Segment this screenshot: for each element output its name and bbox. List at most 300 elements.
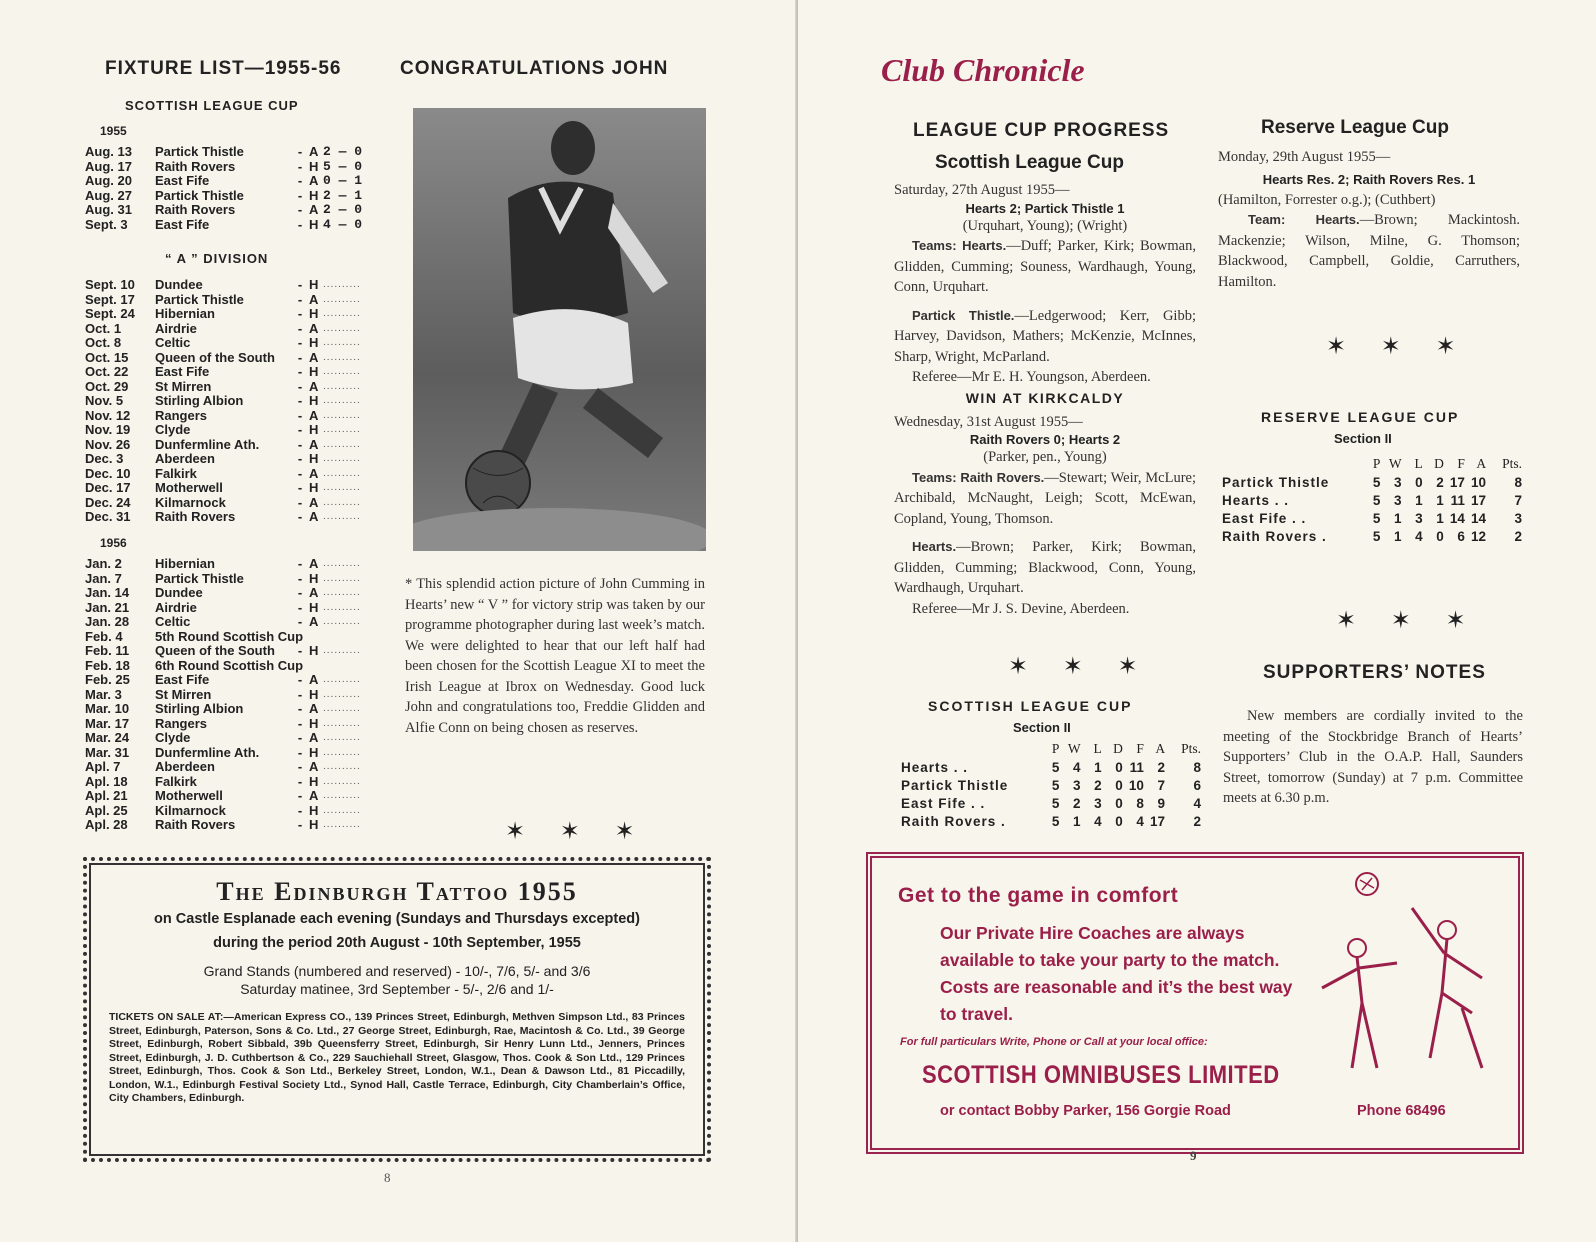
- stat-cell: 17: [1150, 813, 1166, 829]
- fixture-dash: -: [297, 422, 303, 437]
- stat-cell: 1: [1436, 510, 1444, 526]
- stat-cell: 5: [1051, 777, 1060, 793]
- stars-divider: ✶ ✶ ✶: [505, 818, 649, 845]
- stat-cell: 4: [1073, 759, 1081, 775]
- fixture-opponent: Aberdeen: [155, 451, 215, 466]
- fixture-venue: A: [309, 173, 319, 188]
- congrats-title: CONGRATULATIONS JOHN: [400, 58, 669, 79]
- fixture-row: [85, 218, 379, 233]
- fixture-date: Apl. 21: [85, 788, 128, 803]
- fixture-result-blank: ..........: [323, 496, 361, 508]
- section2-league-table: [901, 740, 1201, 830]
- table-row: [901, 758, 1201, 776]
- match2-hearts-team: Hearts.—Brown; Parker, Kirk; Bowman, Glidden, Cumming; Blackwood, Conn, Young, Wardhaugh, Urquhart.: [894, 539, 1196, 596]
- match1-date: Saturday, 27th August 1955—: [894, 182, 1070, 198]
- table-row: [1222, 509, 1522, 527]
- fixture-venue: H: [309, 715, 319, 731]
- stat-cell: 5: [1372, 492, 1381, 508]
- fixture-opponent: Motherwell: [155, 788, 223, 803]
- fixture-venue: H: [309, 570, 319, 586]
- fixture-date: Nov. 19: [85, 422, 131, 437]
- fixture-result: 2 — 0: [323, 144, 363, 159]
- page-number-8: 8: [384, 1170, 391, 1185]
- fixture-dash: -: [297, 306, 303, 321]
- fixture-row: [85, 557, 391, 572]
- fixture-dash: -: [297, 465, 303, 481]
- fixture-row: [85, 452, 375, 467]
- fixture-venue: A: [309, 759, 319, 774]
- fixture-row: [85, 438, 375, 453]
- fixture-result: 2 — 1: [323, 187, 363, 203]
- stat-cell: 7: [1514, 492, 1522, 508]
- fixture-row: [85, 423, 375, 438]
- fixture-opponent: Raith Rovers: [155, 202, 236, 217]
- fixture-opponent: Dunfermline Ath.: [155, 744, 260, 760]
- fixture-dash: -: [297, 556, 303, 571]
- fixture-dash: -: [297, 672, 303, 687]
- fixture-date: Mar. 10: [85, 701, 130, 716]
- reserve-league-table: [1222, 455, 1522, 545]
- stat-cell: 4: [1415, 528, 1423, 544]
- column-header: Pts.: [1181, 741, 1201, 756]
- reserve-scorers: (Hamilton, Forrester o.g.); (Cuthbert): [1218, 191, 1436, 208]
- fixture-opponent: Airdrie: [155, 320, 197, 336]
- stat-cell: 2: [1514, 528, 1522, 544]
- fixture-venue: A: [309, 465, 319, 481]
- fixture-result-blank: ..........: [323, 293, 361, 305]
- stat-cell: 5: [1051, 795, 1060, 811]
- reserve-match-report: [1218, 147, 1520, 292]
- team-name: East Fife . .: [901, 795, 986, 811]
- fixture-row: [85, 481, 375, 496]
- fixture-result-blank: ..........: [323, 674, 361, 685]
- fixture-date: Oct. 1: [85, 320, 122, 336]
- fixture-venue: A: [309, 291, 319, 307]
- fixture-dash: -: [297, 614, 303, 629]
- match1-partick-team: Partick Thistle.—Ledgerwood; Kerr, Gibb; Harvey, Davidson, Mathers; McKenzie, McInnes, Sharp, Wright, McParland.: [894, 307, 1196, 365]
- fixture-date: Oct. 15: [85, 349, 129, 365]
- fixture-opponent: Rangers: [155, 407, 208, 423]
- fixture-row: [85, 351, 375, 366]
- fixture-venue: A: [309, 378, 319, 394]
- fixture-row: [85, 572, 391, 587]
- fixture-opponent: Dundee: [155, 277, 203, 292]
- fixture-opponent: East Fife: [155, 173, 210, 188]
- a-division-heading: “ A ” DIVISION: [165, 251, 269, 266]
- stat-cell: 0: [1115, 759, 1123, 775]
- fixture-row: [85, 615, 391, 630]
- fixture-opponent: East Fife: [155, 216, 210, 232]
- fixture-date: Aug. 31: [85, 202, 132, 217]
- team-name: Partick Thistle: [1222, 474, 1330, 490]
- fixture-dash: -: [297, 335, 303, 350]
- fixture-dash: -: [297, 730, 303, 745]
- fixture-result-blank: ..........: [323, 351, 361, 363]
- team-name: Raith Rovers .: [901, 813, 1006, 829]
- ad-phone: Phone 68496: [1357, 1103, 1446, 1119]
- fixture-result-blank: ..........: [323, 717, 361, 729]
- stat-cell: 17: [1449, 474, 1465, 490]
- fixture-opponent: Kilmarnock: [155, 802, 226, 818]
- fixture-dash: -: [297, 291, 303, 307]
- stat-cell: 3: [1394, 474, 1402, 490]
- column-header: Pts.: [1502, 456, 1522, 471]
- stat-cell: 5: [1372, 510, 1381, 526]
- stat-cell: 4: [1136, 813, 1144, 829]
- column-header: F: [1457, 456, 1465, 471]
- fixture-row: [85, 601, 391, 616]
- match1-scorers: (Urquhart, Young); (Wright): [962, 217, 1128, 234]
- fixture-result-blank: ..........: [323, 819, 361, 830]
- fixture-date: Aug. 17: [85, 158, 132, 174]
- fixture-row: [85, 510, 375, 525]
- fixture-result-blank: ..........: [323, 438, 361, 450]
- stat-cell: 11: [1450, 492, 1465, 508]
- stars-divider-2: ✶ ✶ ✶: [1008, 653, 1152, 680]
- fixture-opponent: St Mirren: [155, 378, 212, 394]
- scottish-omnibuses-ad: [866, 852, 1524, 1154]
- reserve-team: Team: Hearts.—Brown; Mackintosh. Mackenzie; Wilson, Milne, G. Thomson; Blackwood, Campbell, Goldie, Carruthers, Hamilton.: [1218, 212, 1521, 290]
- reserve-score: Hearts Res. 2; Raith Rovers Res. 1: [1262, 171, 1476, 187]
- fixture-opponent: Partick Thistle: [155, 187, 244, 203]
- fixture-dash: -: [297, 570, 303, 586]
- fixture-dash: -: [297, 173, 303, 188]
- fixture-dash: -: [297, 480, 303, 495]
- fixture-row: [85, 496, 375, 511]
- fixture-venue: A: [309, 349, 319, 365]
- fixture-result-blank: ..........: [323, 703, 361, 714]
- fixture-opponent: Stirling Albion: [155, 701, 244, 716]
- fixture-opponent: Falkirk: [155, 773, 197, 789]
- stat-cell: 12: [1471, 528, 1487, 544]
- fixture-opponent: Falkirk: [155, 465, 197, 481]
- tattoo-matinee: Saturday matinee, 3rd September - 5/-, 2/6 and 1/-: [240, 981, 554, 997]
- team-name: Hearts . .: [901, 759, 969, 775]
- fixture-date: Apl. 25: [85, 802, 128, 818]
- match2-raith-team: Teams: Raith Rovers.—Stewart; Weir, McLure; Archibald, McNaught, Leigh; Scott, McEwan, Copland, Young, Thomson.: [894, 469, 1196, 527]
- fixture-result-blank: ..........: [323, 558, 361, 569]
- fixture-row: [85, 775, 391, 790]
- fixture-result: 2 — 0: [323, 202, 363, 217]
- fixture-row: [85, 394, 375, 409]
- fixture-dash: -: [297, 320, 303, 336]
- fixture-venue: A: [309, 701, 319, 716]
- fixture-opponent: Rangers: [155, 715, 208, 731]
- fixture-result-blank: ..........: [323, 424, 361, 435]
- fixture-row: [85, 746, 391, 761]
- stat-cell: 8: [1136, 795, 1144, 811]
- stat-cell: 9: [1157, 795, 1166, 811]
- fixture-venue: H: [309, 422, 319, 437]
- stat-cell: 0: [1415, 474, 1423, 490]
- fixture-date: Apl. 7: [85, 759, 121, 774]
- stat-cell: 0: [1115, 795, 1123, 811]
- fixture-date: Nov. 5: [85, 393, 124, 408]
- stat-cell: 1: [1415, 492, 1423, 508]
- fixture-venue: A: [309, 672, 319, 687]
- stat-cell: 2: [1436, 474, 1444, 490]
- fixture-result-blank: ..........: [323, 511, 361, 522]
- fixture-row: [85, 673, 391, 688]
- fixture-dash: -: [297, 451, 303, 466]
- fixture-opponent: Queen of the South: [155, 643, 275, 658]
- fixture-result-blank: ..........: [323, 467, 361, 479]
- club-chronicle-title: Club Chronicle: [881, 52, 1085, 88]
- fixture-dash: -: [297, 788, 303, 803]
- fixture-opponent: Raith Rovers: [155, 509, 236, 524]
- fixture-result-blank: ..........: [323, 775, 361, 787]
- fixture-opponent: East Fife: [155, 364, 210, 379]
- column-header: W: [1388, 456, 1402, 471]
- table-row: [901, 794, 1201, 812]
- fixture-date: Sept. 10: [85, 277, 135, 292]
- stat-cell: 14: [1471, 510, 1487, 526]
- stat-cell: 1: [1094, 759, 1102, 775]
- fixture-opponent: Partick Thistle: [155, 144, 244, 159]
- fixture-row: [85, 307, 375, 322]
- stars-divider-3: ✶ ✶ ✶: [1326, 333, 1470, 360]
- fixture-date: Mar. 31: [85, 744, 130, 760]
- column-header: F: [1136, 741, 1144, 756]
- stat-cell: 2: [1157, 759, 1166, 775]
- fixture-dash: -: [297, 744, 303, 760]
- fixture-date: Dec. 17: [85, 480, 131, 495]
- tattoo-prices: Grand Stands (numbered and reserved) - 10/-, 7/6, 5/- and 3/6: [203, 963, 591, 979]
- fixture-row: [85, 731, 391, 746]
- fixture-row: [85, 659, 391, 674]
- fixture-date: Nov. 26: [85, 436, 131, 452]
- fixture-row: [85, 203, 379, 218]
- fixture-dash: -: [297, 686, 303, 702]
- division-fixtures-1955: [85, 278, 375, 525]
- table-header-row: [901, 740, 1201, 758]
- fixture-date: Feb. 18: [85, 657, 130, 673]
- stat-cell: 1: [1394, 510, 1402, 526]
- fixture-result: 5 — 0: [323, 158, 363, 174]
- fixture-row: [85, 278, 375, 293]
- fixture-opponent: Celtic: [155, 614, 191, 629]
- stat-cell: 3: [1514, 510, 1522, 526]
- fixture-result-blank: ..........: [323, 308, 361, 319]
- reserve-league-cup-title: Reserve League Cup: [1261, 117, 1449, 138]
- table-row: [1222, 491, 1522, 509]
- column-header: L: [1093, 741, 1102, 756]
- team-name: Partick Thistle: [901, 777, 1009, 793]
- match-reports: [894, 180, 1196, 619]
- tattoo-line2: during the period 20th August - 10th September, 1955: [213, 935, 581, 951]
- stat-cell: 4: [1193, 795, 1201, 811]
- stat-cell: 7: [1157, 777, 1166, 793]
- stat-cell: 6: [1193, 777, 1201, 793]
- fixture-venue: A: [309, 320, 319, 336]
- fixture-venue: H: [309, 451, 319, 466]
- fixture-row: [85, 586, 391, 601]
- fixture-row: [85, 467, 375, 482]
- stat-cell: 3: [1094, 795, 1102, 811]
- fixture-result-blank: ..........: [323, 616, 361, 627]
- match1-hearts-team: Teams: Hearts.—Duff; Parker, Kirk; Bowman, Glidden, Cumming; Souness, Wardhaugh, Young, Conn, Urquhart.: [894, 238, 1196, 295]
- stat-cell: 5: [1372, 474, 1381, 490]
- fixture-opponent: 6th Round Scottish Cup: [155, 657, 304, 673]
- fixture-date: Feb. 4: [85, 628, 123, 644]
- stat-cell: 5: [1051, 813, 1060, 829]
- year-1955: 1955: [100, 124, 127, 138]
- fixture-venue: A: [309, 585, 319, 600]
- reserve-date: Monday, 29th August 1955—: [1218, 149, 1391, 165]
- fixture-dash: -: [297, 802, 303, 818]
- fixture-opponent: Kilmarnock: [155, 494, 226, 510]
- fixture-row: [85, 760, 391, 775]
- stat-cell: 0: [1436, 528, 1444, 544]
- fixture-dash: -: [297, 817, 303, 832]
- fixture-date: Feb. 11: [85, 643, 130, 658]
- fixture-opponent: Raith Rovers: [155, 158, 236, 174]
- fixture-result: 4 — 0: [323, 216, 363, 232]
- division-fixtures-1956: [85, 557, 391, 833]
- fixture-row: [85, 174, 379, 189]
- stat-cell: 6: [1457, 528, 1465, 544]
- stat-cell: 5: [1372, 528, 1381, 544]
- tattoo-title: The Edinburgh Tattoo 1955: [216, 877, 578, 906]
- league-cup-progress-heading: LEAGUE CUP PROGRESS: [913, 120, 1170, 141]
- fixture-venue: A: [309, 788, 319, 803]
- fixture-row: [85, 322, 375, 337]
- fixture-venue: H: [309, 277, 319, 292]
- column-header: W: [1067, 741, 1081, 756]
- fixture-date: Jan. 21: [85, 599, 130, 615]
- fixture-opponent: Airdrie: [155, 599, 197, 615]
- page-number-9: 9: [1190, 1148, 1197, 1163]
- fixture-venue: H: [309, 686, 319, 702]
- fixture-dash: -: [297, 773, 303, 789]
- league-cup-heading: SCOTTISH LEAGUE CUP: [125, 98, 299, 113]
- fixture-date: Jan. 14: [85, 585, 130, 600]
- column-header: A: [1155, 741, 1166, 756]
- fixture-date: Jan. 2: [85, 556, 122, 571]
- column-header: A: [1476, 456, 1487, 471]
- match2-date: Wednesday, 31st August 1955—: [894, 413, 1083, 430]
- fixture-opponent: Dundee: [155, 585, 203, 600]
- fixture-date: Mar. 24: [85, 730, 130, 745]
- scottish-league-cup-subheading: Scottish League Cup: [935, 152, 1124, 173]
- john-cumming-photo: [413, 108, 706, 551]
- ad-headline: Get to the game in comfort: [898, 884, 1179, 907]
- section-2-label: Section II: [1013, 720, 1071, 735]
- fixture-venue: A: [309, 407, 319, 423]
- fixture-result-blank: ..........: [323, 453, 361, 464]
- fixture-dash: -: [297, 436, 303, 452]
- stat-cell: 4: [1094, 813, 1102, 829]
- fixture-opponent: Clyde: [155, 422, 191, 437]
- fixture-result-blank: ..........: [323, 746, 361, 758]
- fixture-venue: H: [309, 306, 319, 321]
- fixture-result-blank: ..........: [323, 732, 361, 743]
- fixture-date: Sept. 24: [85, 306, 135, 321]
- fixture-dash: -: [297, 715, 303, 731]
- fixture-venue: H: [309, 187, 319, 203]
- tattoo-line1: on Castle Esplanade each evening (Sundays and Thursdays excepted): [154, 911, 640, 927]
- supporters-notes-heading: SUPPORTERS’ NOTES: [1263, 662, 1486, 683]
- fixture-date: Mar. 3: [85, 686, 122, 702]
- fixture-venue: A: [309, 436, 319, 452]
- fixture-dash: -: [297, 585, 303, 600]
- stat-cell: 14: [1449, 510, 1465, 526]
- fixture-result-blank: ..........: [323, 279, 361, 290]
- fixture-row: [85, 630, 391, 645]
- fixture-row: [85, 688, 391, 703]
- fixture-result-blank: ..........: [323, 601, 361, 613]
- fixture-opponent: Stirling Albion: [155, 393, 244, 408]
- stat-cell: 8: [1193, 759, 1201, 775]
- match1-score: Hearts 2; Partick Thistle 1: [965, 200, 1125, 216]
- fixture-venue: H: [309, 773, 319, 789]
- fixture-result-blank: ..........: [323, 688, 361, 700]
- fixture-row: [85, 336, 375, 351]
- fixture-venue: H: [309, 802, 319, 818]
- edinburgh-tattoo-ad: [83, 857, 711, 1162]
- supporters-notes-text: New members are cordially invited to the meeting of the Stockbridge Branch of Hearts’ Supporters’ Club in the O.A.P. Hall, Saunders Street, tomorrow (Sunday) at 7 p.m. Committee meets at 6.30 p.m.: [1223, 708, 1523, 806]
- fixture-result-blank: ..........: [323, 409, 361, 421]
- fixture-dash: -: [297, 393, 303, 408]
- ad-small-print: For full particulars Write, Phone or Call at your local office:: [900, 1036, 1208, 1048]
- fixture-venue: H: [309, 158, 319, 174]
- fixture-opponent: 5th Round Scottish Cup: [155, 628, 304, 644]
- fixture-title: FIXTURE LIST—1955-56: [105, 58, 342, 79]
- league-cup-fixtures: [85, 145, 379, 232]
- fixture-dash: -: [297, 277, 303, 292]
- table-row: [901, 776, 1201, 794]
- fixture-date: Oct. 8: [85, 335, 122, 350]
- fixture-opponent: Hibernian: [155, 306, 215, 321]
- column-header: D: [1113, 741, 1123, 756]
- stars-divider-4: ✶ ✶ ✶: [1336, 607, 1480, 634]
- fixture-venue: A: [309, 730, 319, 745]
- fixture-venue: H: [309, 393, 319, 408]
- fixture-row: [85, 789, 391, 804]
- fixture-result-blank: ..........: [323, 587, 361, 598]
- stat-cell: 2: [1073, 795, 1081, 811]
- fixture-venue: A: [309, 614, 319, 629]
- fixture-result-blank: ..........: [323, 572, 361, 584]
- fixture-dash: -: [297, 509, 303, 524]
- fixture-date: Aug. 20: [85, 173, 132, 188]
- tattoo-ticket-outlets: TICKETS ON SALE AT:—American Express CO., 139 Princes Street, Edinburgh, Methven Simpson Ltd., 83 Princes Street, Edinburgh, Paterson, Sons & Co. Ltd., 27 George Street, Edinburgh, Rae, Macintosh & Co. Ltd., 39 George Street, Edinburgh, Robert Sibbald, 39b Queensferry Street, Edinburgh, Sir Henry Lunn Ltd., Jenners, Princes Street, Edinburgh, J. D. Cuthbertson & Co., 229 Sauchiehall Street, Glasgow, Thos. Cook & Son Ltd., 129 Princes Street, Edinburgh, Thos. Cook & Son Ltd., Berkeley Street, London, W.1., Dean & Dawson Ltd., 81 Piccadilly, London, W.1., Edinburgh Festival Society Ltd., Synod Hall, Castle Terrace, Edinburgh, City Chamberlain’s Office, City Chambers, Edinburgh.: [109, 1011, 685, 1104]
- fixture-result-blank: ..........: [323, 366, 361, 377]
- fixture-date: Feb. 25: [85, 672, 130, 687]
- stat-cell: 10: [1471, 474, 1487, 490]
- fixture-date: Dec. 24: [85, 494, 131, 510]
- stat-cell: 11: [1129, 759, 1144, 775]
- stat-cell: 1: [1436, 492, 1444, 508]
- fixture-row: [85, 717, 391, 732]
- fixture-result-blank: ..........: [323, 761, 361, 772]
- fixture-date: Jan. 7: [85, 570, 122, 586]
- fixture-dash: -: [297, 701, 303, 716]
- fixture-date: Mar. 17: [85, 715, 130, 731]
- fixture-date: Apl. 28: [85, 817, 128, 832]
- fixture-dash: -: [297, 349, 303, 365]
- fixture-dash: -: [297, 759, 303, 774]
- fixture-venue: A: [309, 144, 319, 159]
- fixture-row: [85, 145, 379, 160]
- stat-cell: 8: [1514, 474, 1522, 490]
- fixture-opponent: East Fife: [155, 672, 210, 687]
- fixture-row: [85, 804, 391, 819]
- fixture-dash: -: [297, 364, 303, 379]
- fixture-dash: -: [297, 378, 303, 394]
- fixture-dash: -: [297, 216, 303, 232]
- fixture-date: Sept. 3: [85, 216, 128, 232]
